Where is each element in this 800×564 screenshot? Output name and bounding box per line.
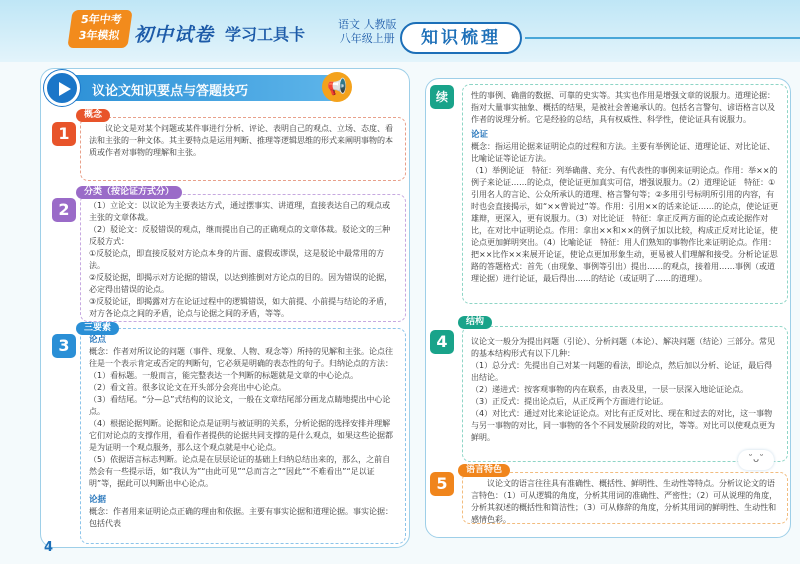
section-number: 4 xyxy=(430,330,454,354)
subject-info: 语文 人教版 八年级上册 xyxy=(338,18,397,45)
banner-title: 议论文知识要点与答题技巧 xyxy=(92,84,249,99)
megaphone-icon: 📢 xyxy=(322,72,352,102)
section-number: 3 xyxy=(52,334,76,358)
section-tag: 概念 xyxy=(76,109,110,122)
section-tag: 三要素 xyxy=(76,322,119,335)
section-number: 5 xyxy=(430,472,454,496)
structure-box: 议论文一般分为提出问题（引论）、分析问题（本论）、解决问题（结论）三部分。常见的基本结构形式有以下几种： （1）总分式：先提出自己对某一问题的看法，即论点，然后加以分析、论证，最后得出结论。 （2）递进式：按客观事物的内在联系，由表及里，一层一层深入地论证论点。 （3）正反式：提出论点后，从正反两个方面进行论证。 （4）对比式：通过对比来论证论点。对比有正反对比、现在和过去的对比，这一事物与另一事物的对比，同一事物的各个不同发展阶段的对比，等等。对比可以使观点更为鲜明。 xyxy=(462,326,788,462)
header-title: 初中试卷 xyxy=(134,24,215,46)
section-tag: 语言特色 xyxy=(458,464,510,477)
argument-box: 性的事例、确凿的数据、可靠的史实等。其实也作用是增强文章的说服力。道理论据：指对大量事实抽象、概括的结果，是被社会普遍承认的。包括名言警句、谚语格言以及作者的说理分析。它是经验的总结，具有权威性、科学性，使论证具有说服力。 论证 概念：指运用论据来证明论点的过程和方法。主要有举例论证、道理论证、对比论证、比喻论证等论证方法。 （1）举例论证 特征：列举确凿、充分、有代表性的事例来证明论点。作用：举××的例子来论证……的论点，使论证更加真实可信，增强说服力。（2）道理论证 特征：①引用名人的言论、公众所承认的道理、格言警句等；②多用引号标明所引用的内容，有时也会直接揭示，如“××曾说过”等。作用：引用××的话来论证……的论点，使论证更雄辩，更深入，更有说服力。（3）对比论证 特征：拿正反两方面的论点或论据作对比，在对比中证明论点。作用：拿出××和××的例子加以比较，构成正反对比论证，使论点更加鲜明突出。（4）比喻论证 特征：用人们熟知的事物作比来证明论点。作用：把××比作××来展开论证，使论点更加形象生动，更易被人们理解和接受。分析论证思路的答题格式：首先（由现象、事例等引出）提出……的观点，接着用……事例（或道理论据）进行论证，最后得出……的结论（或证明了……的道理）。 xyxy=(462,84,788,304)
header-divider xyxy=(525,37,800,39)
play-icon xyxy=(44,70,80,106)
elements-box: 论点 概念：作者对所议论的问题（事件、现象、人物、观念等）所持的见解和主张。论点往往是一个表示肯定或否定的判断句，它必须是明确的表态性的句子。归纳论点的方法： （1）看标题。一般而言，能完整表达一个判断的标题就是文章的中心论点。 （2）看文首。很多议论文在开头部分会亮出中心论点。 （3）看结尾。“分—总”式结构的议论文，一般在文章结尾部分画龙点睛地提出中心论点。 （4）根据论据判断。论据和论点是证明与被证明的关系，分析论据的选择安排并理解它们对论点的支撑作用，看看作者提供的论据共同支撑的是什么观点，如果这些论据都是为证明一个观点服务，那么这个观点就是中心论点。 （5）依据语言标志判断。论点是在层层论证的基础上归纳总结出来的，那么，之前自然会有一些提示语，如“我认为”“由此可见”“总而言之”“因此”“不难看出”“足以证明”等，据此可以判断出中心论点。 论据 概念：作者用来证明论点正确的理由和依据。主要有事实论据和道理论据。事实论据：包括代表 xyxy=(80,328,406,544)
classification-box: （1）立论文：以议论为主要表达方式，通过摆事实、讲道理，直接表达自己的观点或主张的文章体裁。 （2）驳论文：反驳错误的观点，继而提出自己的正确观点的文章体裁。驳论文的三种反驳方式： ①反驳论点，即直接反驳对方论点本身的片面、虚假或谬误，这是驳论中最常用的方法。 ②反驳论据，即揭示对方论据的错误，以达到推倒对方论点的目的。因为错误的论据，必定得出错误的论点。 ③反驳论证，即揭露对方在论证过程中的逻辑错误，如大前提、小前提与结论的矛盾，对方各论点之间的矛盾，论点与论据之间的矛盾，等等。 xyxy=(80,194,406,322)
section-number: 2 xyxy=(52,198,76,222)
section-badge: 知识梳理 xyxy=(400,22,522,54)
page-number: 4 xyxy=(44,540,54,555)
section-tag: 分类（按论证方式分） xyxy=(76,186,182,199)
header-subtitle: 学习工具卡 xyxy=(225,25,306,44)
concept-box: 议论文是对某个问题或某件事进行分析、评论、表明自己的观点、立场、态度、看法和主张的一种文体。其主要特点是运用判断、推理等逻辑思维的形式来阐明事物的本质或作者对事物的理解和主张。 xyxy=(80,117,406,181)
language-box: 议论文的语言往往具有准确性、概括性、鲜明性、生动性等特点。分析议论文的语言特色：（1）可从逻辑的角度，分析其用词的准确性、严密性；（2）可从说理的角度，分析其叙述的概括性和简洁性；（3）可从修辞的角度，分析其用词的鲜明性、生动性和感情色彩。 xyxy=(462,472,788,524)
section-number: 1 xyxy=(52,122,76,146)
section-tag: 结构 xyxy=(458,316,492,329)
continued-badge: 续 xyxy=(430,85,454,109)
brand-logo: 5年中考 3年模拟 xyxy=(67,10,132,48)
cloud-icon: ˘ᴗ˘ xyxy=(738,450,774,470)
